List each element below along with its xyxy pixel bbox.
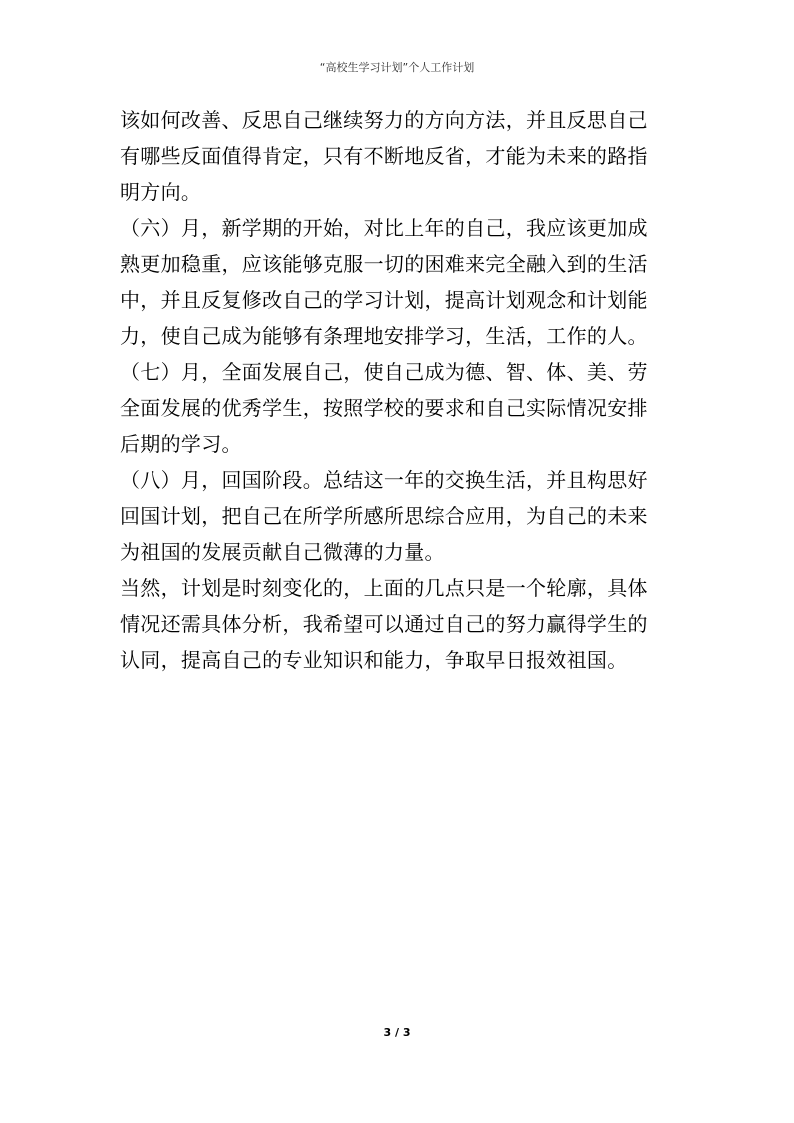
paragraph-2: [120, 210, 690, 354]
text-line: 熟更加稳重，应该能够克服一切的困难来完全融入到的生活: [120, 252, 648, 276]
paragraph-5: [120, 570, 690, 678]
text-line: 认同，提高自己的专业知识和能力，争取早日报效祖国。: [120, 648, 628, 672]
text-line: 力，使自己成为能够有条理地安排学习，生活，工作的人。: [120, 324, 648, 348]
text-line: 明方向。: [120, 180, 202, 204]
paragraph-4: [120, 462, 690, 570]
page-header: “高校生学习计划”个人工作计划: [319, 61, 475, 74]
text-line: 情况还需具体分析，我希望可以通过自己的努力赢得学生的: [120, 612, 648, 636]
text-line: 回国计划，把自己在所学所感所思综合应用，为自己的未来: [120, 504, 648, 528]
text-line: 全面发展的优秀学生，按照学校的要求和自己实际情况安排: [120, 396, 648, 420]
text-line: （七）月，全面发展自己，使自己成为德、智、体、美、劳: [120, 360, 648, 384]
document-body: [120, 102, 690, 678]
text-line: 中，并且反复修改自己的学习计划，提高计划观念和计划能: [120, 288, 648, 312]
paragraph-1: [120, 102, 690, 210]
text-line: （六）月，新学期的开始，对比上年的自己，我应该更加成: [120, 216, 648, 240]
text-line: （八）月，回国阶段。总结这一年的交换生活，并且构思好: [120, 468, 648, 492]
text-line: 当然，计划是时刻变化的，上面的几点只是一个轮廓，具体: [120, 576, 648, 600]
page-number: 3 / 3: [383, 1026, 411, 1039]
text-line: 有哪些反面值得肯定，只有不断地反省，才能为未来的路指: [120, 144, 648, 168]
text-line: 为祖国的发展贡献自己微薄的力量。: [120, 540, 445, 564]
paragraph-3: [120, 354, 690, 462]
text-line: 后期的学习。: [120, 432, 242, 456]
text-line: 该如何改善、反思自己继续努力的方向方法，并且反思自己: [120, 108, 648, 132]
